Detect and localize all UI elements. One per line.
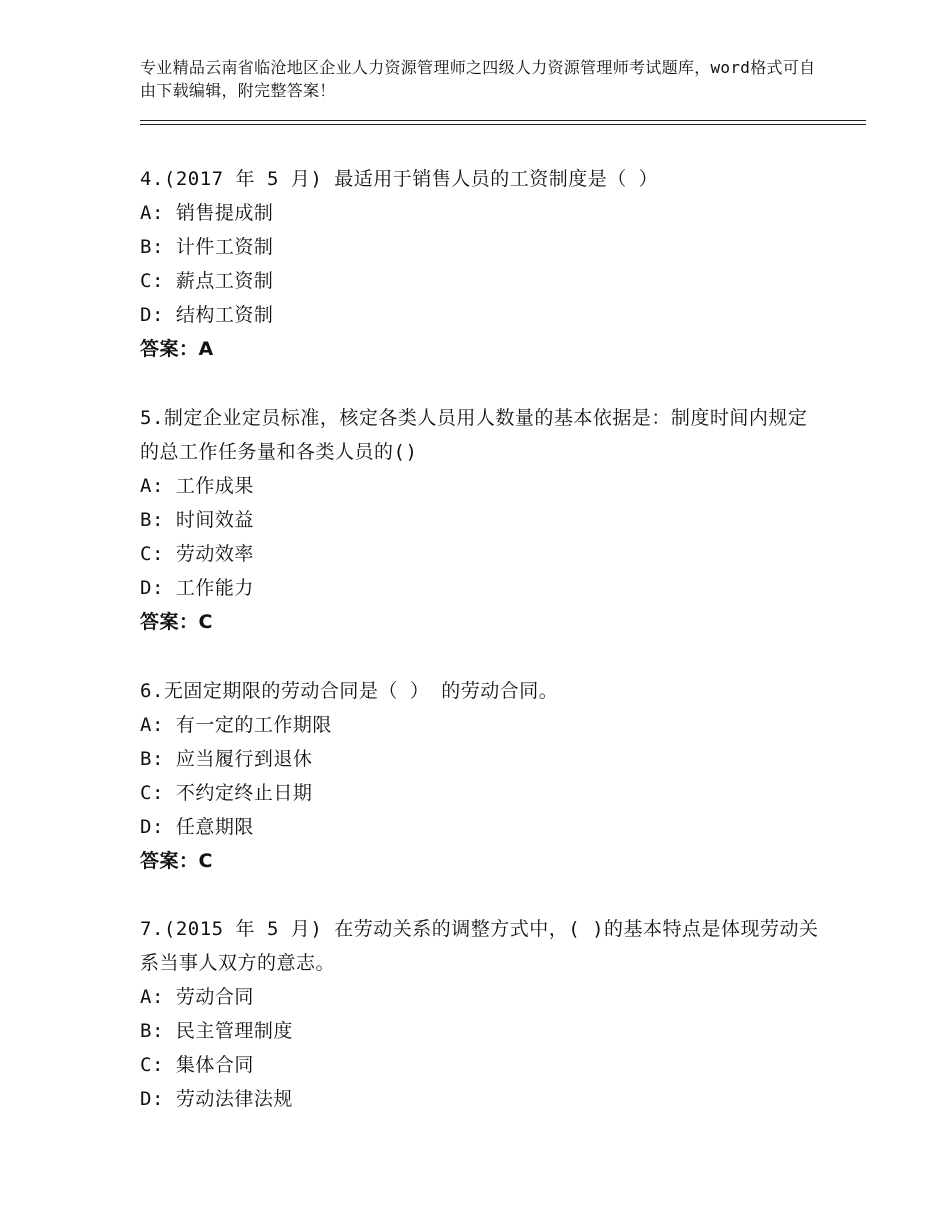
option-b: B: 民主管理制度 bbox=[140, 1020, 293, 1042]
document-header-title: 专业精品云南省临沧地区企业人力资源管理师之四级人力资源管理师考试题库，word格式可自由下载编辑，附完整答案！ bbox=[140, 58, 816, 100]
question-stem: 5.制定企业定员标准，核定各类人员用人数量的基本依据是：制度时间内规定的总工作任务量和各类人员的() bbox=[140, 407, 808, 463]
question-stem: 4.(2017 年 5 月) 最适用于销售人员的工资制度是（ ） bbox=[140, 168, 659, 190]
option-d: D: 工作能力 bbox=[140, 577, 254, 599]
option-a: A: 销售提成制 bbox=[140, 202, 274, 224]
option-c: C: 不约定终止日期 bbox=[140, 782, 313, 804]
option-a: A: 有一定的工作期限 bbox=[140, 714, 332, 736]
option-d: D: 结构工资制 bbox=[140, 304, 274, 326]
option-d: D: 劳动法律法规 bbox=[140, 1088, 293, 1110]
option-b: B: 应当履行到退休 bbox=[140, 748, 313, 770]
question-7 bbox=[140, 912, 820, 1116]
answer-label: 答案：A bbox=[140, 338, 214, 360]
question-4 bbox=[140, 162, 820, 366]
question-stem: 7.(2015 年 5 月) 在劳动关系的调整方式中，( )的基本特点是体现劳动关系当事人双方的意志。 bbox=[140, 918, 819, 974]
header-divider bbox=[140, 120, 866, 125]
option-c: C: 集体合同 bbox=[140, 1054, 254, 1076]
option-a: A: 工作成果 bbox=[140, 475, 254, 497]
option-b: B: 计件工资制 bbox=[140, 236, 274, 258]
answer-label: 答案：C bbox=[140, 850, 213, 872]
question-5 bbox=[140, 401, 820, 639]
option-b: B: 时间效益 bbox=[140, 509, 254, 531]
answer-label: 答案：C bbox=[140, 611, 213, 633]
question-6 bbox=[140, 674, 820, 878]
option-d: D: 任意期限 bbox=[140, 816, 254, 838]
option-c: C: 劳动效率 bbox=[140, 543, 254, 565]
question-stem: 6.无固定期限的劳动合同是（ ） 的劳动合同。 bbox=[140, 680, 559, 702]
option-a: A: 劳动合同 bbox=[140, 986, 254, 1008]
option-c: C: 薪点工资制 bbox=[140, 270, 274, 292]
